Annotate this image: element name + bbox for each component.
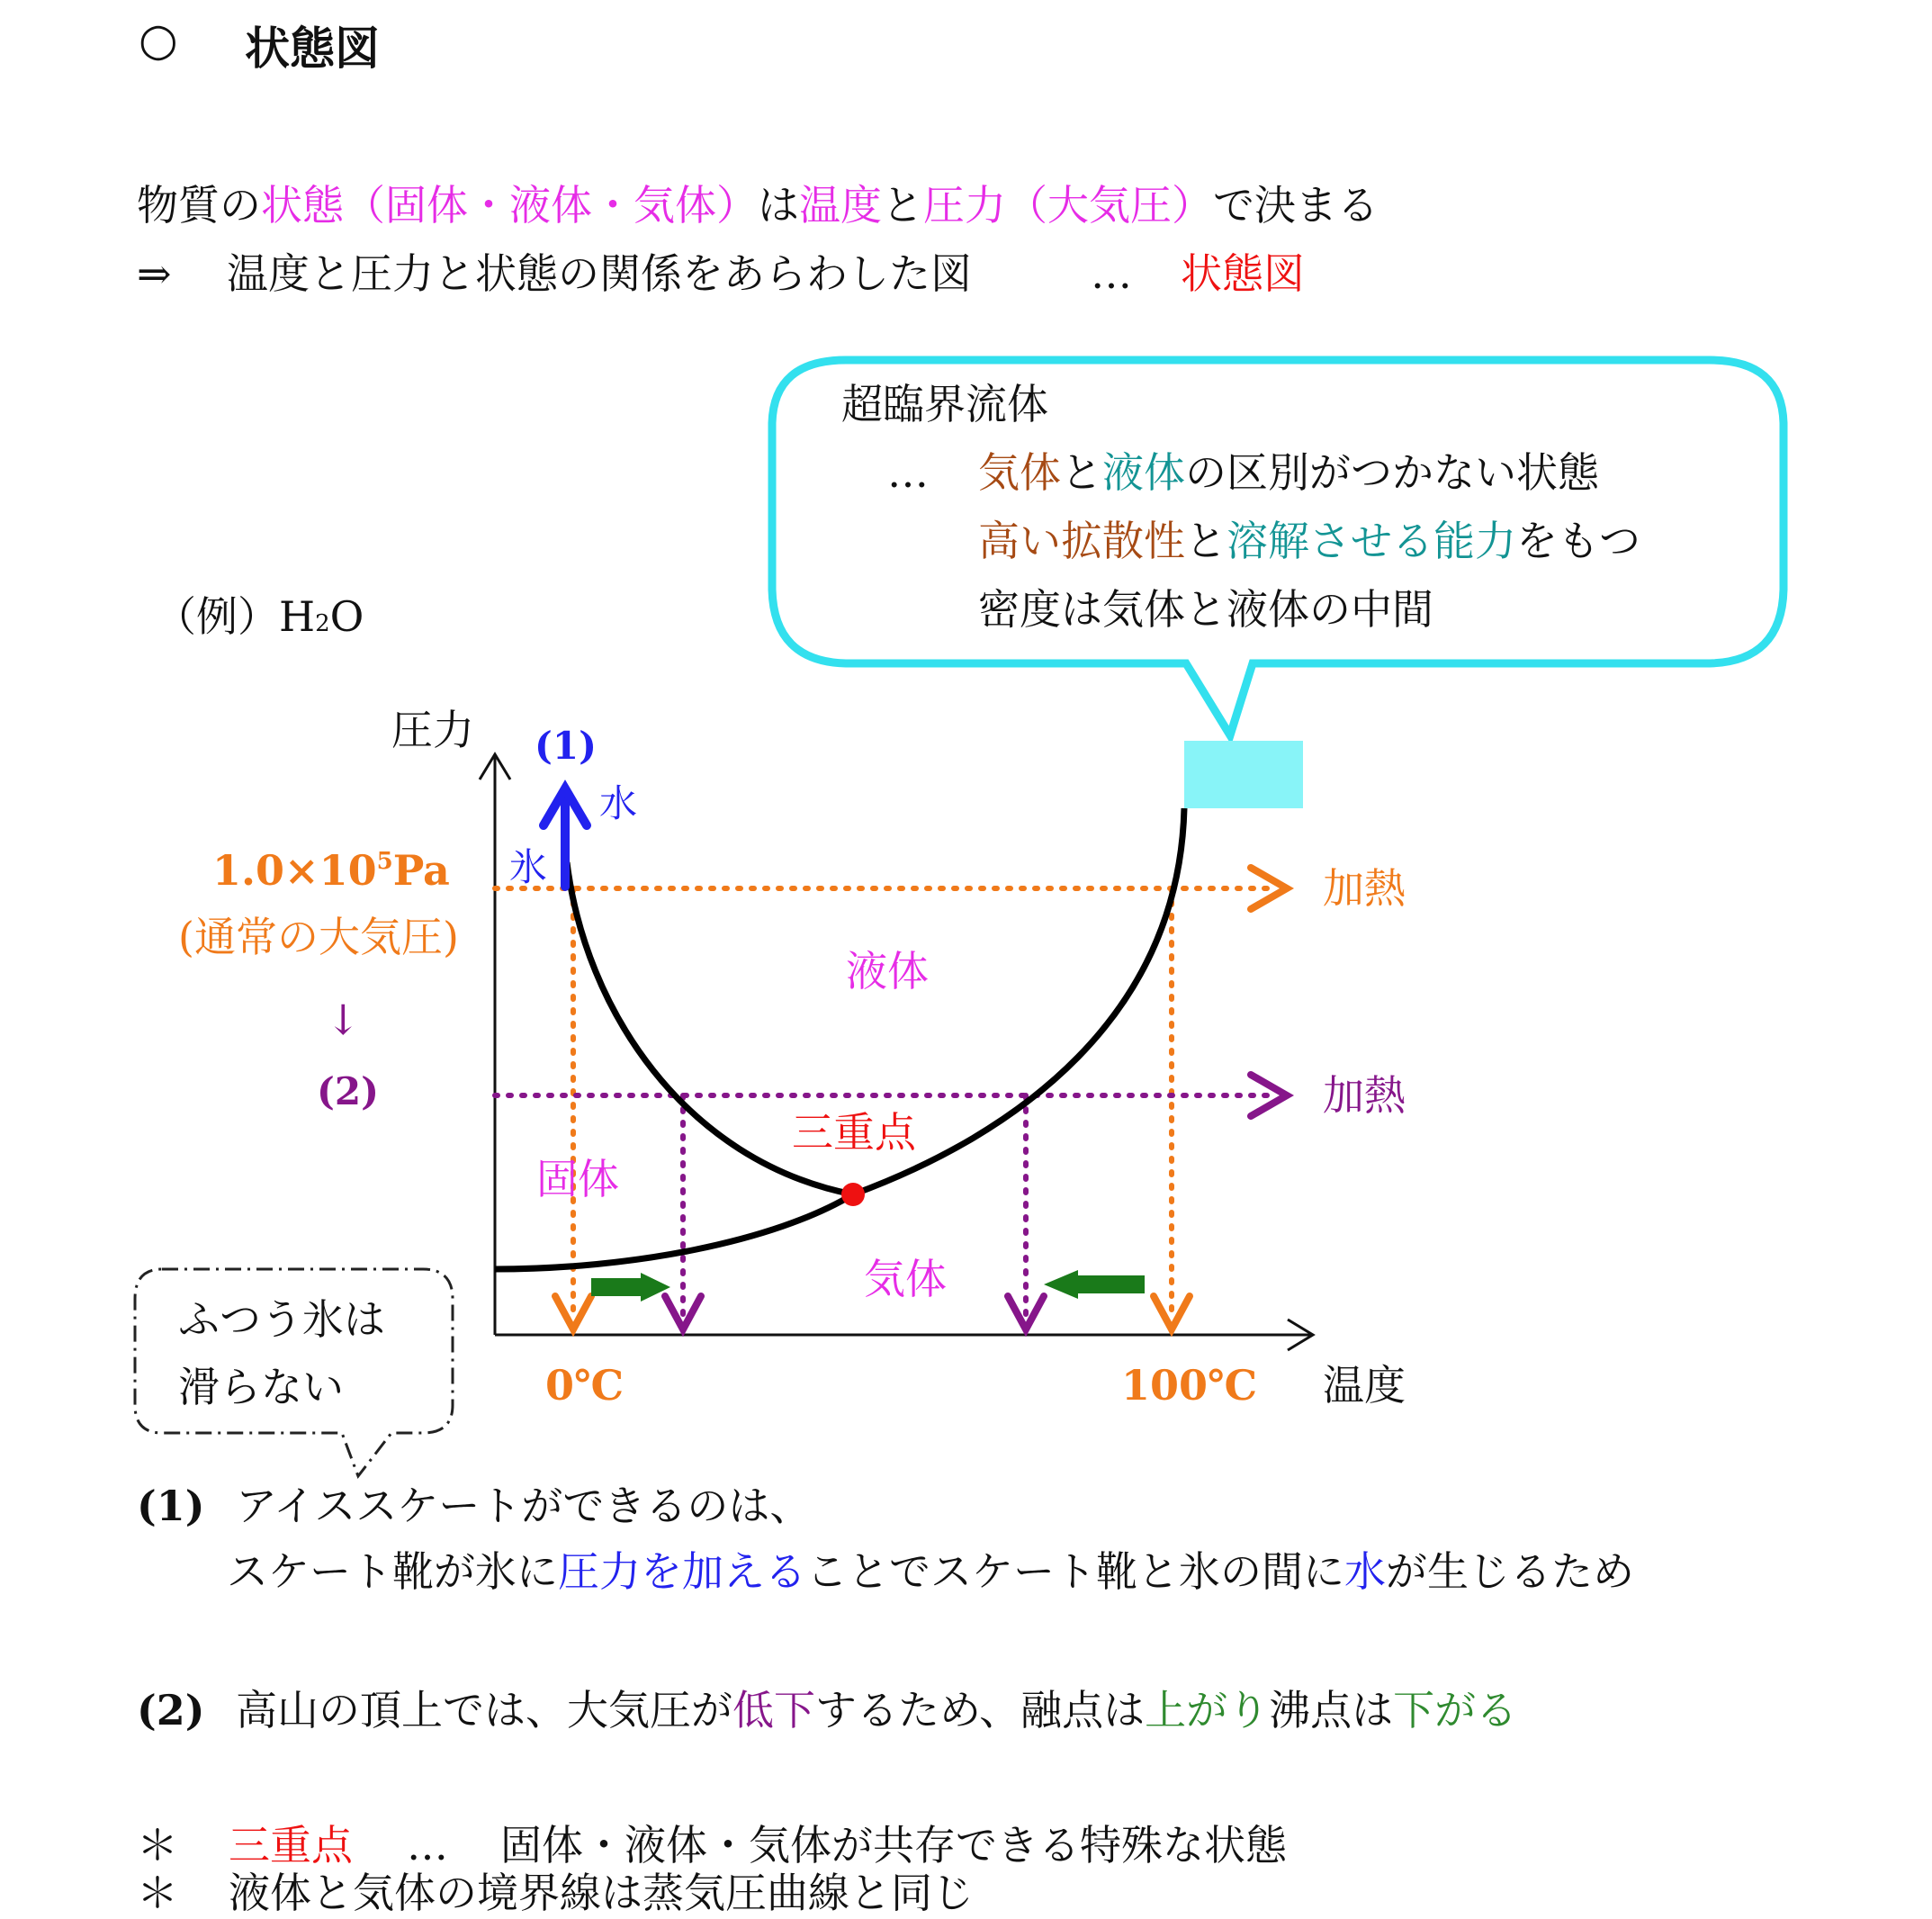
heat-label-1: 加熱 bbox=[1323, 864, 1406, 913]
text-segment: の区別がつかない状態 bbox=[1185, 448, 1599, 497]
boiling-point-fall-arrow bbox=[1044, 1270, 1145, 1299]
melting-point-rise-arrow bbox=[591, 1273, 670, 1302]
text-segment: と bbox=[882, 181, 923, 230]
temp-0-label: 0℃ bbox=[545, 1361, 625, 1410]
intro-line-2: 温度と圧力と状態の関係をあらわした図 bbox=[227, 249, 972, 298]
callout-line-3: 密度は気体と液体の中間 bbox=[978, 585, 1433, 634]
intro-term: 状態図 bbox=[1181, 249, 1305, 298]
text-segment: 沸点は bbox=[1269, 1686, 1394, 1734]
text-segment: 圧力を加える bbox=[558, 1547, 806, 1596]
region-solid: 固体 bbox=[536, 1155, 619, 1203]
ice-speech-line-2: 滑らない bbox=[178, 1363, 344, 1411]
text-segment: ことでスケート靴と氷の間に bbox=[806, 1547, 1344, 1596]
text-segment: 溶解させる能力 bbox=[1227, 517, 1516, 565]
ice-label: 氷 bbox=[509, 845, 548, 889]
text-segment: 気体 bbox=[978, 448, 1061, 497]
text-segment: 低下 bbox=[732, 1686, 815, 1734]
text-segment: は bbox=[758, 181, 799, 230]
temp-100-label: 100℃ bbox=[1121, 1361, 1258, 1410]
text-segment: 上がり bbox=[1145, 1686, 1270, 1734]
water-label: 水 bbox=[599, 781, 638, 825]
callout-line-2 bbox=[978, 517, 1640, 565]
note-1-line-1: アイススケートができるのは、 bbox=[236, 1482, 812, 1530]
text-segment: スケート靴が氷に bbox=[227, 1547, 558, 1596]
text-segment: 高山の頂上では、大気圧が bbox=[236, 1686, 732, 1734]
text-segment: と bbox=[1061, 448, 1102, 497]
page-title: 状態図 bbox=[245, 22, 380, 75]
heat-label-2: 加熱 bbox=[1323, 1071, 1406, 1120]
pressure-arrow-1 bbox=[544, 788, 587, 887]
melt-point-arrowhead bbox=[555, 1296, 591, 1329]
star-1-term: 三重点 bbox=[229, 1821, 353, 1869]
star-2-text: 液体と気体の境界線は蒸気圧曲線と同じ bbox=[229, 1869, 974, 1917]
star-1-dots: … bbox=[407, 1821, 448, 1869]
text-segment: と bbox=[1185, 517, 1227, 565]
text-segment: 液体 bbox=[1102, 448, 1185, 497]
text-segment: で決まる bbox=[1213, 181, 1379, 230]
star-2-mark: ＊ bbox=[137, 1869, 178, 1917]
text-segment: 温度 bbox=[799, 181, 882, 230]
note-1-label: (1) bbox=[137, 1482, 205, 1530]
intro-arrow: ⇒ bbox=[137, 249, 172, 298]
star-1-mark: ＊ bbox=[137, 1821, 178, 1869]
intro-dots: … bbox=[1091, 249, 1132, 298]
callout-line-1 bbox=[978, 448, 1599, 497]
pressure-note: (通常の大気圧) bbox=[178, 913, 459, 961]
triple-point-label: 三重点 bbox=[792, 1108, 916, 1157]
text-segment: 下がる bbox=[1393, 1686, 1518, 1734]
text-segment: が生じるため bbox=[1386, 1547, 1634, 1596]
triple-point-dot bbox=[841, 1183, 865, 1206]
title-bullet: ○ bbox=[139, 13, 178, 66]
boil-point-arrowhead bbox=[1154, 1296, 1190, 1329]
example-label: （例）H2O bbox=[155, 592, 364, 641]
region-liquid: 液体 bbox=[846, 947, 929, 996]
pressure-value: $1.0\times 10^5Pa$ bbox=[212, 846, 450, 895]
note-1-line-2 bbox=[227, 1547, 1634, 1596]
text-segment: をもつ bbox=[1516, 517, 1640, 565]
y-axis-label: 圧力 bbox=[391, 706, 474, 754]
note-2-line bbox=[236, 1686, 1518, 1734]
marker-2: (2) bbox=[317, 1069, 379, 1113]
marker-1: (1) bbox=[535, 724, 597, 768]
callout-dots: … bbox=[887, 448, 929, 497]
callout-title: 超臨界流体 bbox=[841, 380, 1048, 428]
text-segment: するため、融点は bbox=[815, 1686, 1146, 1734]
text-segment: 物質の bbox=[137, 181, 261, 230]
pressure-down-arrow: ↓ bbox=[326, 996, 361, 1044]
ice-speech-line-1: ふつう氷は bbox=[178, 1295, 385, 1344]
text-segment: 圧力（大気圧） bbox=[923, 181, 1213, 230]
text-segment: 状態（固体・液体・気体） bbox=[261, 181, 758, 230]
text-segment: 水 bbox=[1344, 1547, 1386, 1596]
x-axis-label: 温度 bbox=[1323, 1361, 1406, 1410]
region-gas: 気体 bbox=[864, 1255, 947, 1303]
text-segment: 高い拡散性 bbox=[978, 517, 1185, 565]
star-1-text: 固体・液体・気体が共存できる特殊な状態 bbox=[500, 1821, 1287, 1869]
note-2-label: (2) bbox=[137, 1686, 205, 1734]
supercritical-region bbox=[1184, 741, 1303, 808]
